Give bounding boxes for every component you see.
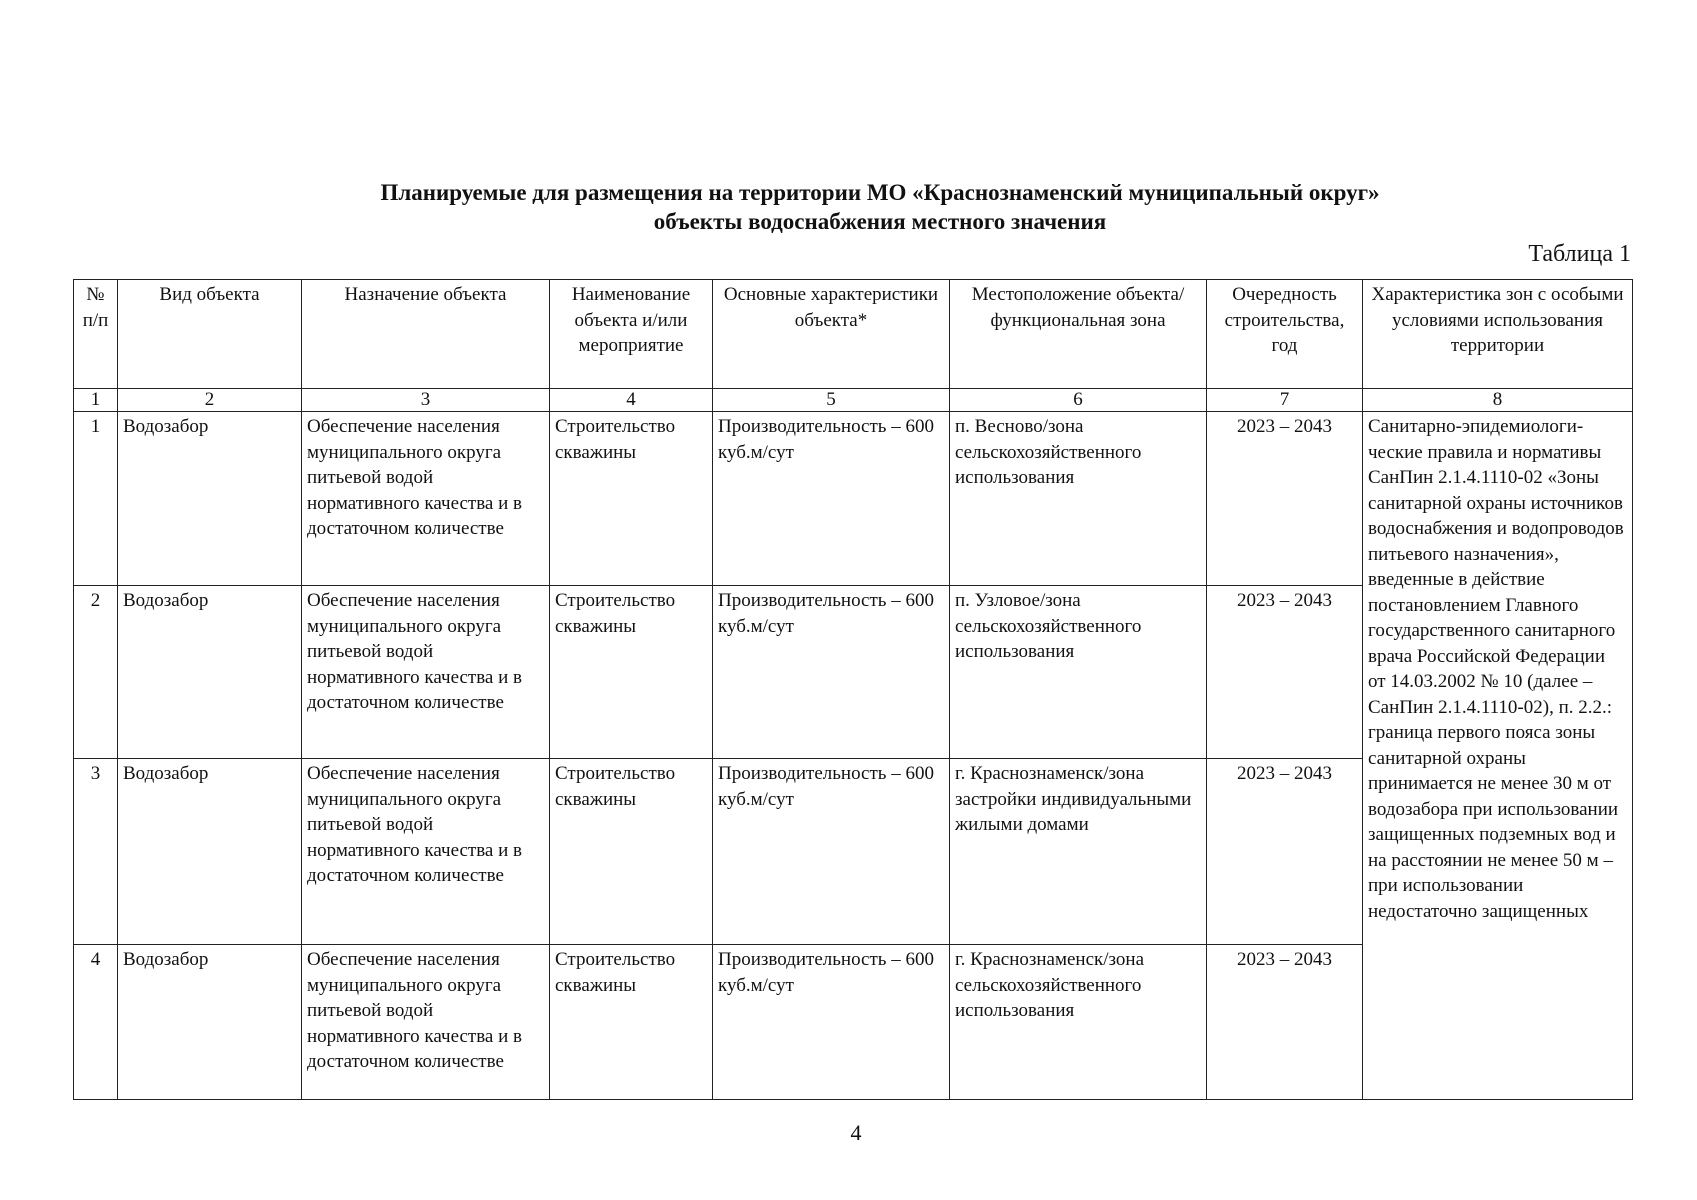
object-type: Водозабор	[118, 945, 302, 1100]
object-type: Водозабор	[118, 586, 302, 759]
object-location: п. Весново/зона сельскохозяйственного использования	[950, 412, 1207, 586]
object-location: п. Узловое/зона сельскохозяйственного использования	[950, 586, 1207, 759]
object-characteristics: Производительность – 600 куб.м/сут	[713, 586, 950, 759]
header-zones: Характеристика зон с особыми условиями использования территории	[1363, 280, 1633, 389]
column-number: 6	[950, 389, 1207, 412]
construction-period: 2023 – 2043	[1207, 586, 1363, 759]
table-label: Таблица 1	[1528, 241, 1631, 267]
object-purpose: Обеспечение населения муниципального округа питьевой водой нормативного качества и в достаточном количестве	[302, 412, 550, 586]
column-number: 5	[713, 389, 950, 412]
page-number: 4	[850, 1120, 862, 1145]
object-characteristics: Производительность – 600 куб.м/сут	[713, 945, 950, 1100]
header-purpose: Назначение объекта	[302, 280, 550, 389]
construction-period: 2023 – 2043	[1207, 945, 1363, 1100]
row-number: 4	[74, 945, 118, 1100]
object-purpose: Обеспечение населения муниципального округа питьевой водой нормативного качества и в достаточном количестве	[302, 586, 550, 759]
column-number: 4	[550, 389, 713, 412]
object-type: Водозабор	[118, 412, 302, 586]
object-location: г. Краснознаменск/зона застройки индивидуальными жилыми домами	[950, 759, 1207, 945]
construction-period: 2023 – 2043	[1207, 412, 1363, 586]
object-purpose: Обеспечение населения муниципального округа питьевой водой нормативного качества и в достаточном количестве	[302, 945, 550, 1100]
object-location: г. Краснознаменск/зона сельскохозяйственного использования	[950, 945, 1207, 1100]
object-name: Строительство скважины	[550, 945, 713, 1100]
row-number: 1	[74, 412, 118, 586]
header-characteristics: Основные характеристики объекта*	[713, 280, 950, 389]
document-title-line-2: объекты водоснабжения местного значения	[653, 209, 1107, 234]
document-title-line-1: Планируемые для размещения на территории МО «Краснознаменский муниципальный округ»	[380, 180, 1380, 205]
header-year: Очередность строительства, год	[1207, 280, 1363, 389]
column-number: 7	[1207, 389, 1363, 412]
object-name: Строительство скважины	[550, 586, 713, 759]
column-number: 2	[118, 389, 302, 412]
header-num: № п/п	[74, 280, 118, 389]
object-name: Строительство скважины	[550, 412, 713, 586]
column-number: 3	[302, 389, 550, 412]
object-purpose: Обеспечение населения муниципального округа питьевой водой нормативного качества и в достаточном количестве	[302, 759, 550, 945]
object-characteristics: Производительность – 600 куб.м/сут	[713, 759, 950, 945]
construction-period: 2023 – 2043	[1207, 759, 1363, 945]
row-number: 2	[74, 586, 118, 759]
object-type: Водозабор	[118, 759, 302, 945]
header-name: Наименование объекта и/или мероприятие	[550, 280, 713, 389]
table-header-row	[74, 280, 1633, 389]
column-number: 1	[74, 389, 118, 412]
row-number: 3	[74, 759, 118, 945]
header-type: Вид объекта	[118, 280, 302, 389]
object-characteristics: Производительность – 600 куб.м/сут	[713, 412, 950, 586]
table-row	[74, 412, 1633, 586]
object-name: Строительство скважины	[550, 759, 713, 945]
column-number-row	[74, 389, 1633, 412]
column-number: 8	[1363, 389, 1633, 412]
water-supply-objects-table	[73, 279, 1633, 1100]
zones-characteristics: Санитарно-эпидемиологи-ческие правила и нормативы СанПин 2.1.4.1110-02 «Зоны санитарной охраны источников водоснабжения и водопроводов питьевого назначения», введенные в действие постановлением Главного государственного санитарного врача Российской Федерации от 14.03.2002 № 10 (далее – СанПин 2.1.4.1110-02), п. 2.2.: граница первого пояса зоны санитарной охраны принимается не менее 30 м от водозабора при использовании защищенных подземных вод и на расстоянии не менее 50 м – при использовании недостаточно защищенных	[1363, 412, 1633, 1100]
header-location: Местоположение объекта/ функциональная зона	[950, 280, 1207, 389]
